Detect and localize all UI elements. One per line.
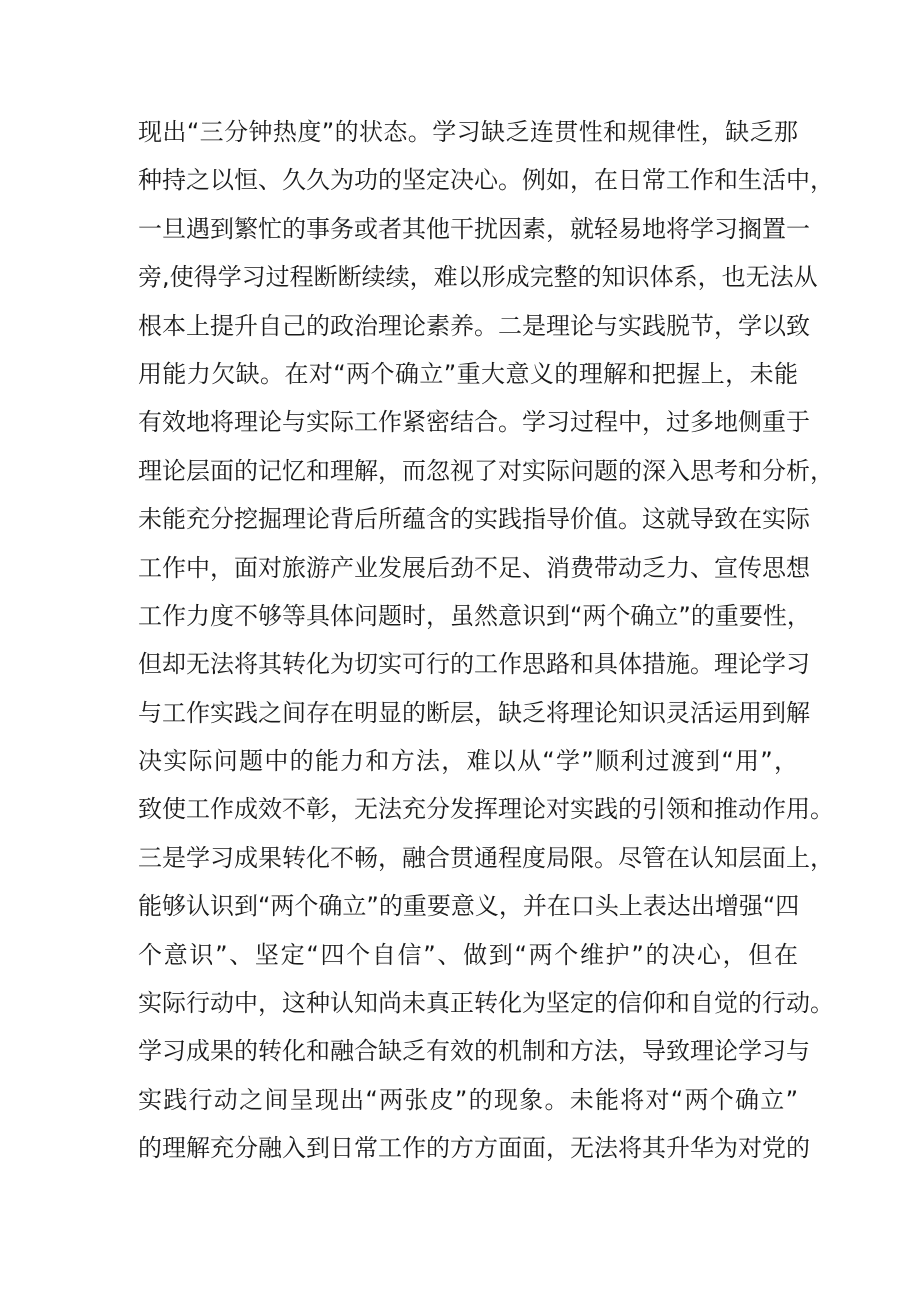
text-line: 现出“三分钟热度”的状态。学习缺乏连贯性和规律性，缺乏那 bbox=[138, 118, 798, 146]
text-line: 学习成果的转化和融合缺乏有效的机制和方法，导致理论学习与 bbox=[138, 1037, 810, 1066]
text-line: 致使工作成效不彰，无法充分发挥理论对实践的引领和推动作用。 bbox=[138, 795, 834, 824]
text-line: 能够认识到“两个确立”的重要意义，并在口头上表达出增强“四 bbox=[138, 892, 800, 921]
text-line: 决实际问题中的能力和方法，难以从“学”顺利过渡到“用”， bbox=[138, 747, 798, 776]
text-line: 根本上提升自己的政治理论素养。二是理论与实践脱节，学以致 bbox=[138, 311, 810, 340]
text-line: 工作力度不够等具体问题时，虽然意识到“两个确立”的重要性， bbox=[138, 601, 811, 630]
text-line: 实践行动之间呈现出“两张皮”的现象。未能将对“两个确立” bbox=[138, 1085, 798, 1114]
text-line: 个意识”、坚定“四个自信”、做到“两个维护”的决心，但在 bbox=[138, 940, 798, 969]
text-line: 三是学习成果转化不畅，融合贯通程度局限。尽管在认知层面上， bbox=[138, 843, 834, 872]
text-line: 的理解充分融入到日常工作的方方面面，无法将其升华为对党的 bbox=[138, 1134, 810, 1163]
text-line: 与工作实践之间存在明显的断层，缺乏将理论知识灵活运用到解 bbox=[138, 698, 810, 727]
text-line: 但却无法将其转化为切实可行的工作思路和具体措施。理论学习 bbox=[138, 650, 810, 679]
text-line: 有效地将理论与实际工作紧密结合。学习过程中，过多地侧重于 bbox=[138, 408, 810, 437]
text-line: 用能力欠缺。在对“两个确立”重大意义的理解和把握上，未能 bbox=[138, 359, 798, 388]
text-line: 实际行动中，这种认知尚未真正转化为坚定的信仰和自觉的行动。 bbox=[138, 989, 834, 1018]
text-line: 未能充分挖掘理论背后所蕴含的实践指导价值。这就导致在实际 bbox=[138, 505, 810, 534]
body-text bbox=[138, 108, 834, 1173]
text-line: 旁,使得学习过程断断续续，难以形成完整的知识体系，也无法从 bbox=[138, 263, 818, 292]
text-line: 种持之以恒、久久为功的坚定决心。例如，在日常工作和生活中， bbox=[138, 166, 834, 195]
text-line: 一旦遇到繁忙的事务或者其他干扰因素，就轻易地将学习搁置一 bbox=[138, 214, 810, 243]
text-line: 工作中，面对旅游产业发展后劲不足、消费带动乏力、宣传思想 bbox=[138, 553, 810, 582]
text-line: 理论层面的记忆和理解，而忽视了对实际问题的深入思考和分析， bbox=[138, 456, 834, 485]
